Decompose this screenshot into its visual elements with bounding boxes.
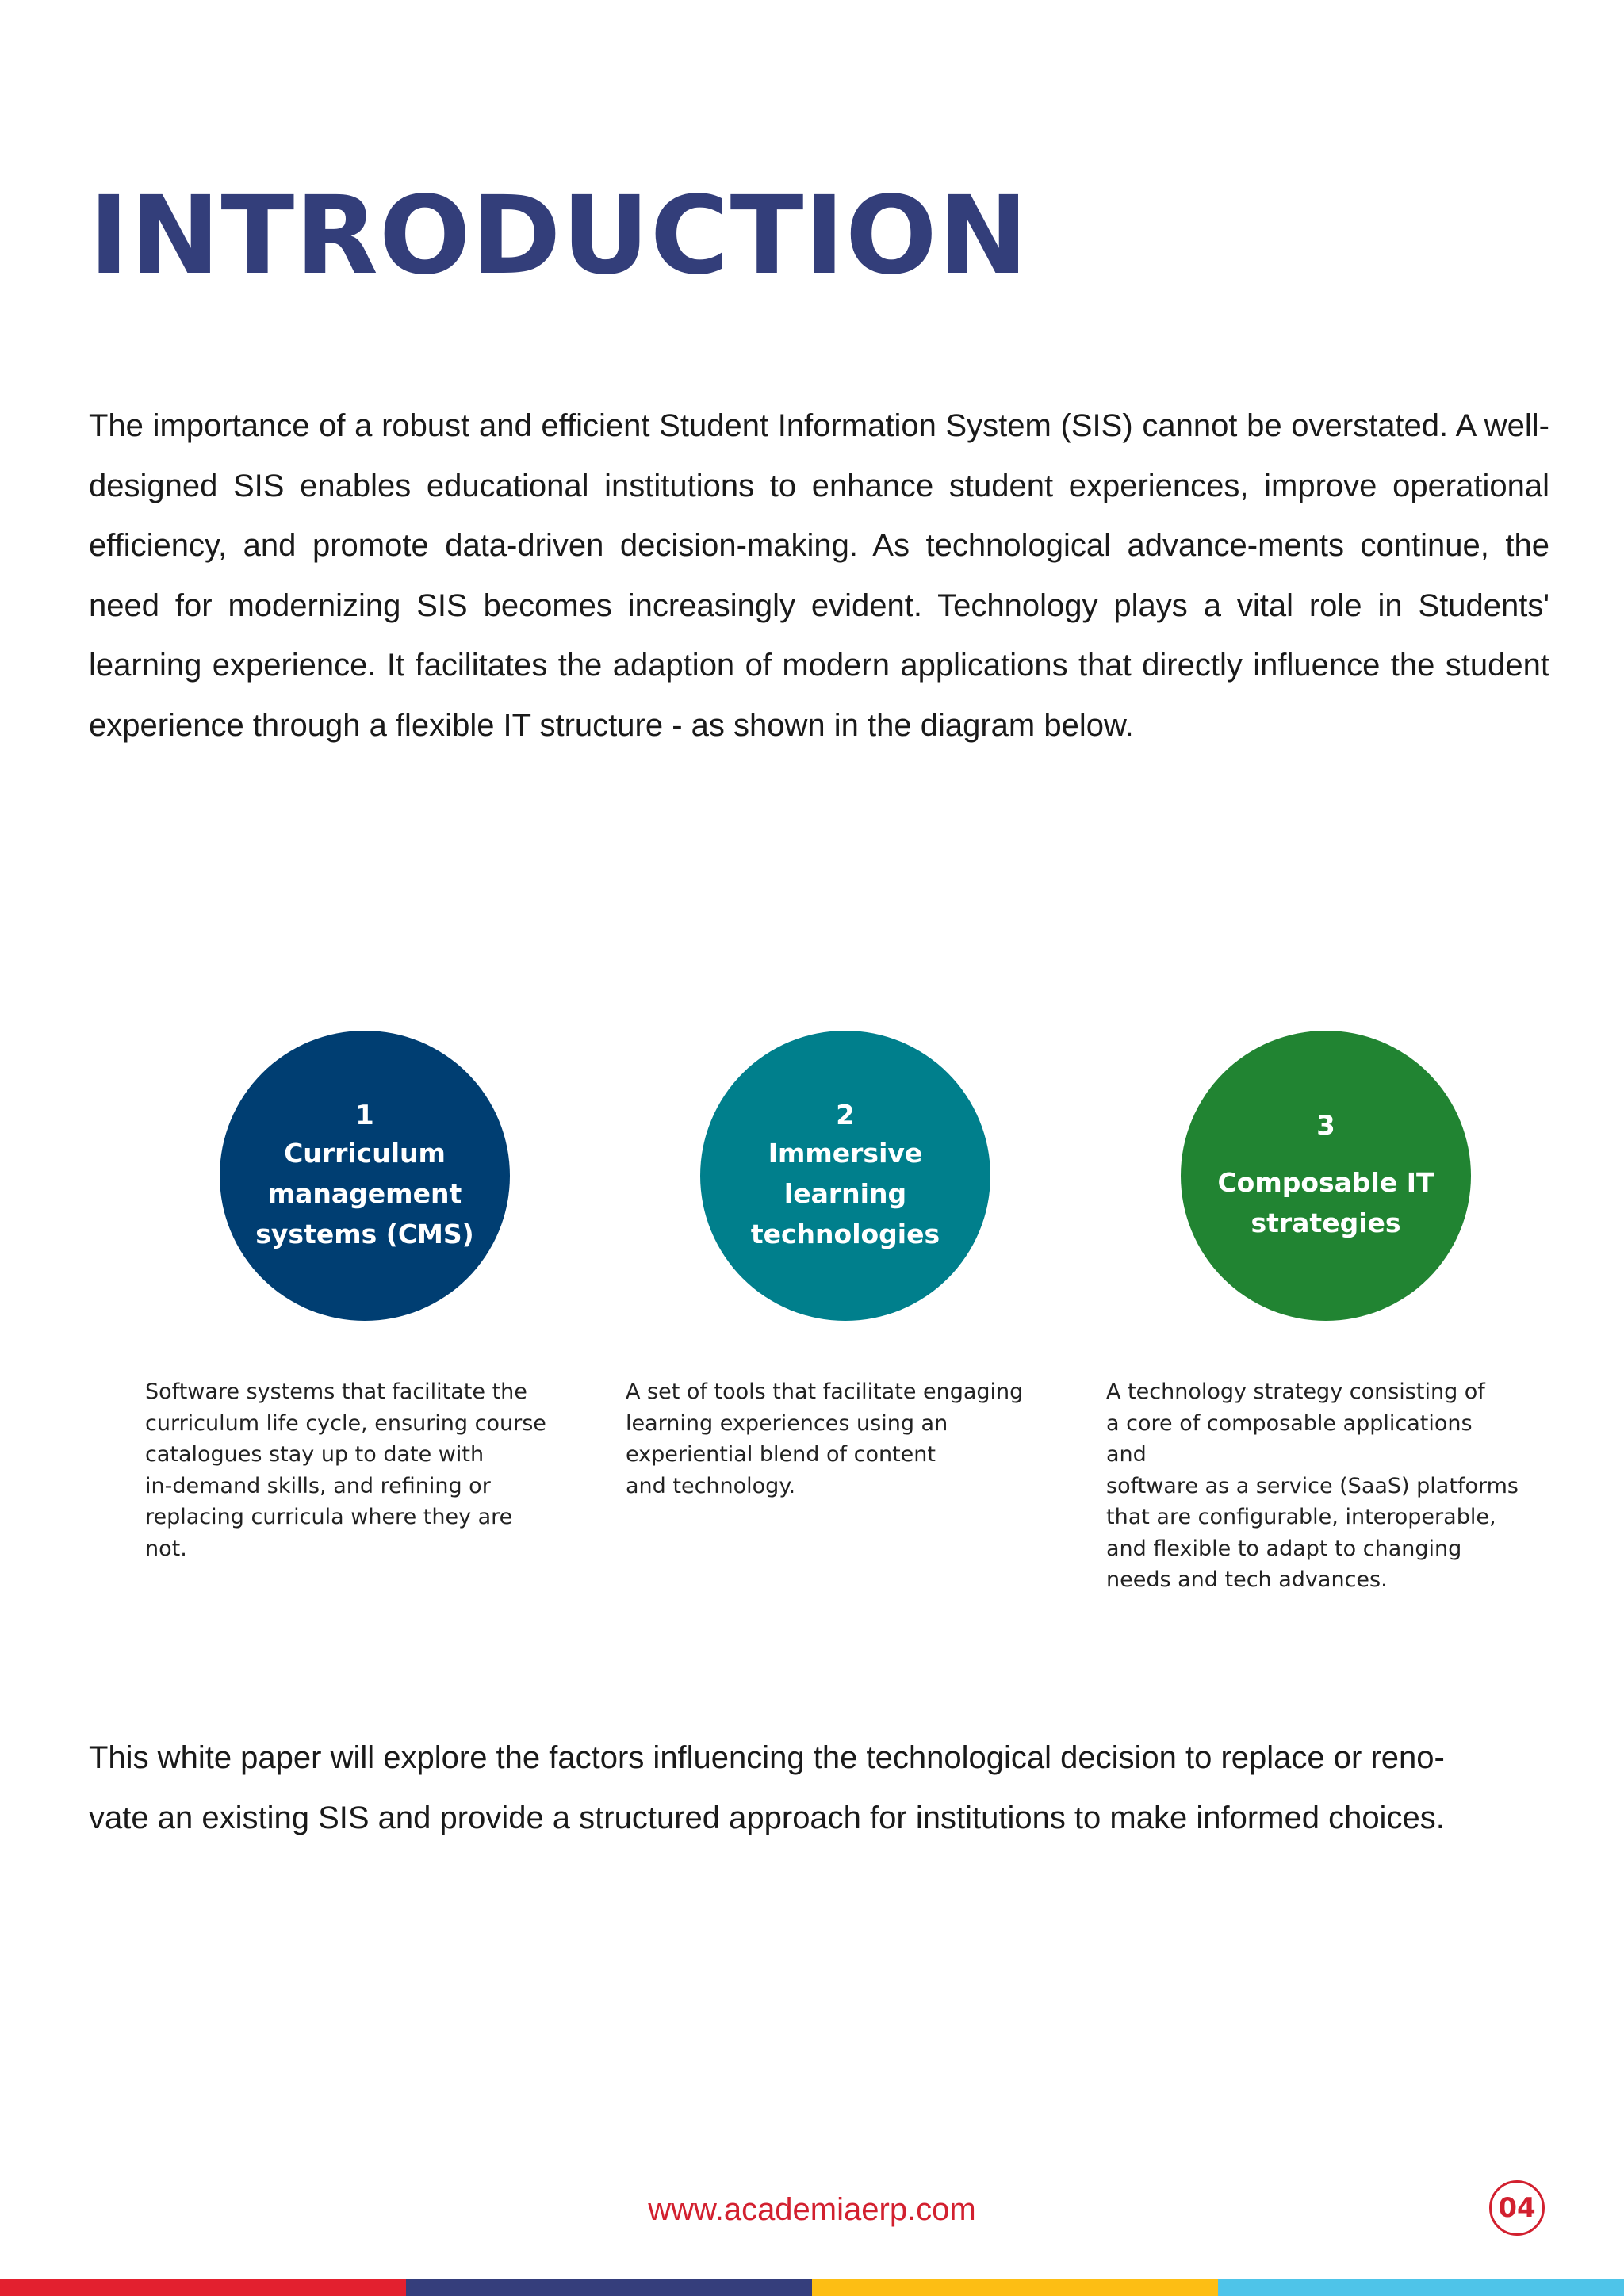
- footer-stripe-yellow: [812, 2279, 1218, 2296]
- diagram-description-composable-it: A technology strategy consisting of a core of composable applications and software as a service (SaaS) platforms that are configurable, interoperable, and flexible to adapt to changing needs and tech advances.: [1106, 1380, 1519, 1592]
- footer-stripe-cyan: [1218, 2279, 1624, 2296]
- footer-website-link[interactable]: www.academiaerp.com: [648, 2192, 976, 2227]
- footer-stripe-navy: [406, 2279, 812, 2296]
- intro-paragraph: The importance of a robust and efficient Student Information System (SIS) cannot be overstated. A well-designed SIS enables educational institutions to enhance student experiences, improve operational efficiency, and promote data-driven decision-making. As technological advance-ments continue, the need for modernizing SIS becomes increasingly evident. Technology plays a vital role in Students' learning experience. It facilitates the adaption of modern applications that directly influence the student experience through a flexible IT structure - as shown in the diagram below.: [89, 408, 1549, 743]
- diagram-description-immersive-learning: A set of tools that facilitate engaging learning experiences using an experiential blend of content and technology.: [626, 1380, 1024, 1498]
- diagram-circle-immersive-learning: [700, 1031, 990, 1321]
- diagram-circle-composable-it: [1181, 1031, 1471, 1321]
- closing-paragraph: This white paper will explore the factors influencing the technological decision to replace or reno- vate an existing SIS and provide a structured approach for institutions to make informed choices.: [89, 1740, 1445, 1835]
- footer-color-stripe: [0, 2279, 1624, 2296]
- diagram-circle-label: Composable IT strategies: [1217, 1167, 1434, 1238]
- page-title: INTRODUCTION: [89, 174, 1029, 299]
- diagram-circle-label: Immersive learning technologies: [750, 1137, 940, 1249]
- footer-stripe-red: [0, 2279, 406, 2296]
- diagram-circle-cms: [220, 1031, 510, 1321]
- it-structure-diagram: [0, 1023, 1624, 1592]
- page-number-badge: 04: [1489, 2180, 1545, 2236]
- diagram-circle-number: 3: [1316, 1110, 1335, 1142]
- diagram-circle-number: 2: [836, 1099, 855, 1131]
- diagram-circle-number: 1: [355, 1099, 374, 1131]
- diagram-description-cms: Software systems that facilitate the curriculum life cycle, ensuring course catalogues stay up to date with in-demand skills, and refining or replacing curricula where they are not.: [145, 1380, 546, 1561]
- diagram-circle-label: Curriculum management systems (CMS): [255, 1137, 474, 1249]
